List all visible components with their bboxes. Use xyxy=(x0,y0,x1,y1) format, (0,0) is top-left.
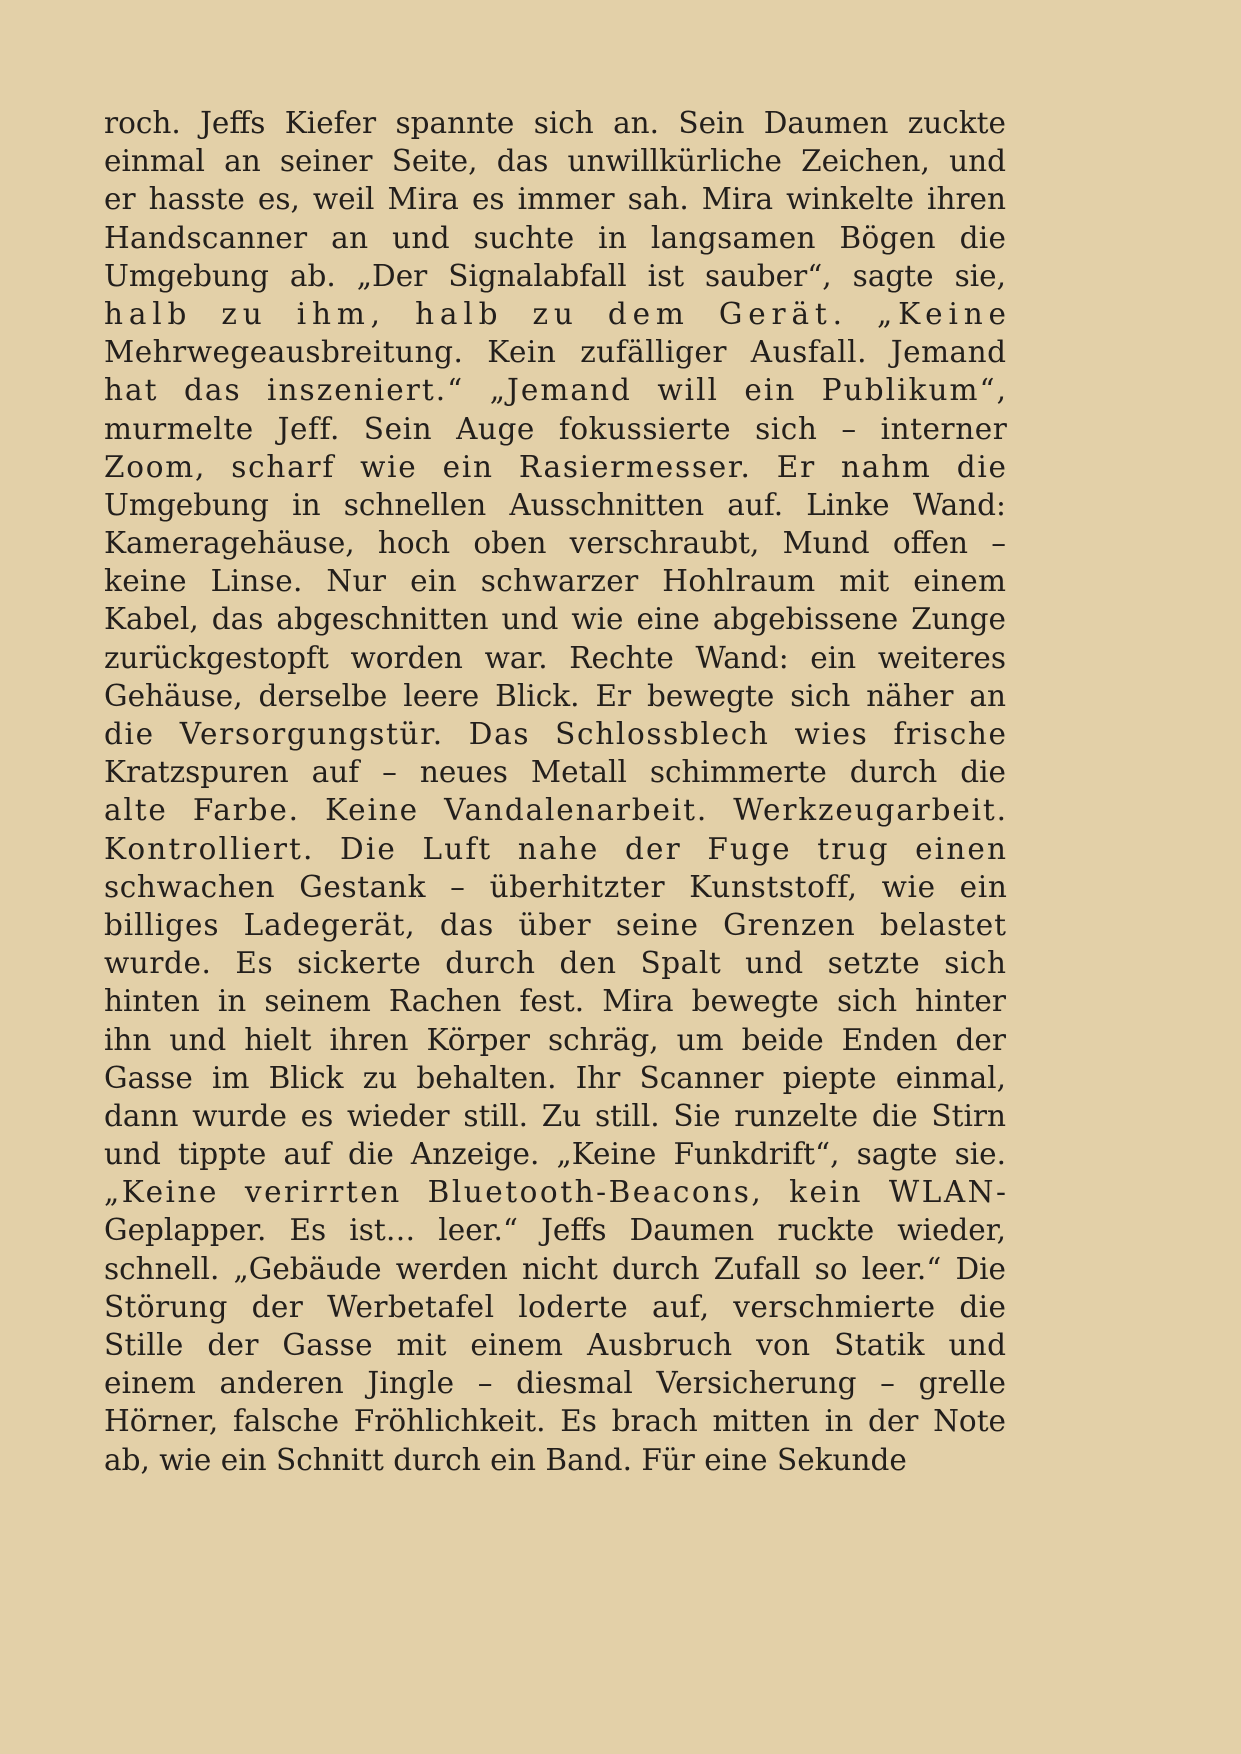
text-line-content: einmal an seiner Seite, das unwillkürliche Zeichen, und xyxy=(104,144,1006,179)
text-line xyxy=(104,791,1006,829)
text-line-content: Kontrolliert. Die Luft nahe der Fuge trug einen xyxy=(104,831,1009,866)
text-line-content: Geplapper. Es ist… leer.“ Jeffs Daumen ruckte wieder, xyxy=(104,1213,1006,1248)
text-line-content: Gasse im Blick zu behalten. Ihr Scanner piepte einmal, xyxy=(104,1060,1006,1095)
text-line-content: zurückgestopft worden war. Rechte Wand: ein weiteres xyxy=(104,640,1006,675)
text-line xyxy=(104,410,1006,448)
text-line xyxy=(104,1402,1006,1440)
text-line-content: keine Linse. Nur ein schwarzer Hohlraum mit einem xyxy=(104,564,1007,599)
text-line xyxy=(104,104,1006,142)
text-line xyxy=(104,753,1006,791)
text-line xyxy=(104,1211,1006,1249)
text-line xyxy=(104,448,1006,486)
text-line xyxy=(104,562,1006,600)
text-line-content: die Versorgungstür. Das Schlossblech wies frische xyxy=(104,717,1008,751)
text-line-content: murmelte Jeff. Sein Auge fokussierte sich – interner xyxy=(104,411,1008,446)
text-line xyxy=(104,142,1006,180)
text-line xyxy=(104,257,1006,295)
text-line xyxy=(104,219,1006,257)
text-line-content: „Keine verirrten Bluetooth-Beacons, kein WLAN- xyxy=(104,1175,1009,1210)
text-line-content: Stille der Gasse mit einem Ausbruch von Statik und xyxy=(104,1328,1007,1362)
text-line-content: Störung der Werbetafel loderte auf, verschmierte die xyxy=(104,1289,1007,1324)
text-line xyxy=(104,982,1006,1020)
text-line-content: Handscanner an und suchte in langsamen Bögen die xyxy=(104,220,1007,255)
text-line xyxy=(104,600,1006,638)
text-line-content: Kabel, das abgeschnitten und wie eine abgebissene Zunge xyxy=(104,602,1006,637)
text-line-content: wurde. Es sickerte durch den Spalt und setzte sich xyxy=(104,946,1007,981)
text-line-content: hinten in seinem Rachen fest. Mira bewegte sich hinter xyxy=(104,984,1006,1019)
text-line xyxy=(104,1250,1006,1288)
text-line-content: und tippte auf die Anzeige. „Keine Funkdrift“, sagte sie. xyxy=(104,1137,1007,1172)
text-line-content: Zoom, scharf wie ein Rasiermesser. Er nahm die xyxy=(104,449,1008,484)
text-line-content: Gehäuse, derselbe leere Blick. Er bewegte sich näher an xyxy=(104,678,1006,713)
text-line xyxy=(104,333,1006,371)
text-line xyxy=(104,1288,1006,1326)
text-line-content: billiges Ladegerät, das über seine Grenzen belastet xyxy=(104,907,1007,942)
text-line-content: ihn und hielt ihren Körper schräg, um beide Enden der xyxy=(104,1022,1006,1057)
text-line xyxy=(104,1135,1006,1173)
text-line xyxy=(104,524,1006,562)
text-line-content: alte Farbe. Keine Vandalenarbeit. Werkzeugarbeit. xyxy=(104,793,1008,828)
text-line-content: ab, wie ein Schnitt durch ein Band. Für eine Sekunde xyxy=(104,1442,907,1477)
text-line xyxy=(104,944,1006,982)
text-line-content: Kratzspuren auf – neues Metall schimmerte durch die xyxy=(104,755,1006,790)
text-line xyxy=(104,1326,1006,1364)
text-line-content: Umgebung in schnellen Ausschnitten auf. Linke Wand: xyxy=(104,487,1006,522)
text-line xyxy=(104,906,1006,944)
text-line xyxy=(104,295,1012,333)
text-line xyxy=(104,1059,1006,1097)
text-line-content: hat das inszeniert.“ „Jemand will ein Publikum“, xyxy=(104,373,1009,408)
text-line-content: Kameragehäuse, hoch oben verschraubt, Mund offen – xyxy=(104,526,1006,561)
text-line xyxy=(104,1097,1006,1135)
text-line-content: roch. Jeffs Kiefer spannte sich an. Sein Daumen zuckte xyxy=(104,106,1006,140)
text-line-content: schnell. „Gebäude werden nicht durch Zufall so leer.“ Die xyxy=(104,1251,1006,1286)
text-line xyxy=(104,371,1009,409)
text-line xyxy=(104,1021,1006,1059)
text-line xyxy=(104,868,1006,906)
text-line-content: schwachen Gestank – überhitzter Kunststoff, wie ein xyxy=(104,869,1008,904)
text-line xyxy=(104,639,1006,677)
text-line xyxy=(104,677,1006,715)
text-line-content: Mehrwegeausbreitung. Kein zufälliger Ausfall. Jemand xyxy=(104,335,1007,370)
text-line-content: Hörner, falsche Fröhlichkeit. Es brach mitten in der Note xyxy=(104,1404,1007,1439)
text-line xyxy=(104,830,1009,868)
text-line-content: einem anderen Jingle – diesmal Versicherung – grelle xyxy=(104,1366,1007,1401)
body-text-block xyxy=(104,104,1012,1479)
text-line xyxy=(104,1441,1006,1479)
text-line-content: dann wurde es wieder still. Zu still. Sie runzelte die Stirn xyxy=(104,1098,1006,1133)
text-line xyxy=(104,715,1006,753)
text-line xyxy=(104,486,1006,524)
text-line-content: halb zu ihm, halb zu dem Gerät. „Keine xyxy=(104,296,1012,331)
text-line xyxy=(104,1364,1006,1402)
text-line xyxy=(104,1173,1009,1211)
text-line xyxy=(104,180,1006,218)
text-line-content: er hasste es, weil Mira es immer sah. Mira winkelte ihren xyxy=(104,182,1007,217)
text-line-content: Umgebung ab. „Der Signalabfall ist sauber“, sagte sie, xyxy=(104,258,1006,293)
